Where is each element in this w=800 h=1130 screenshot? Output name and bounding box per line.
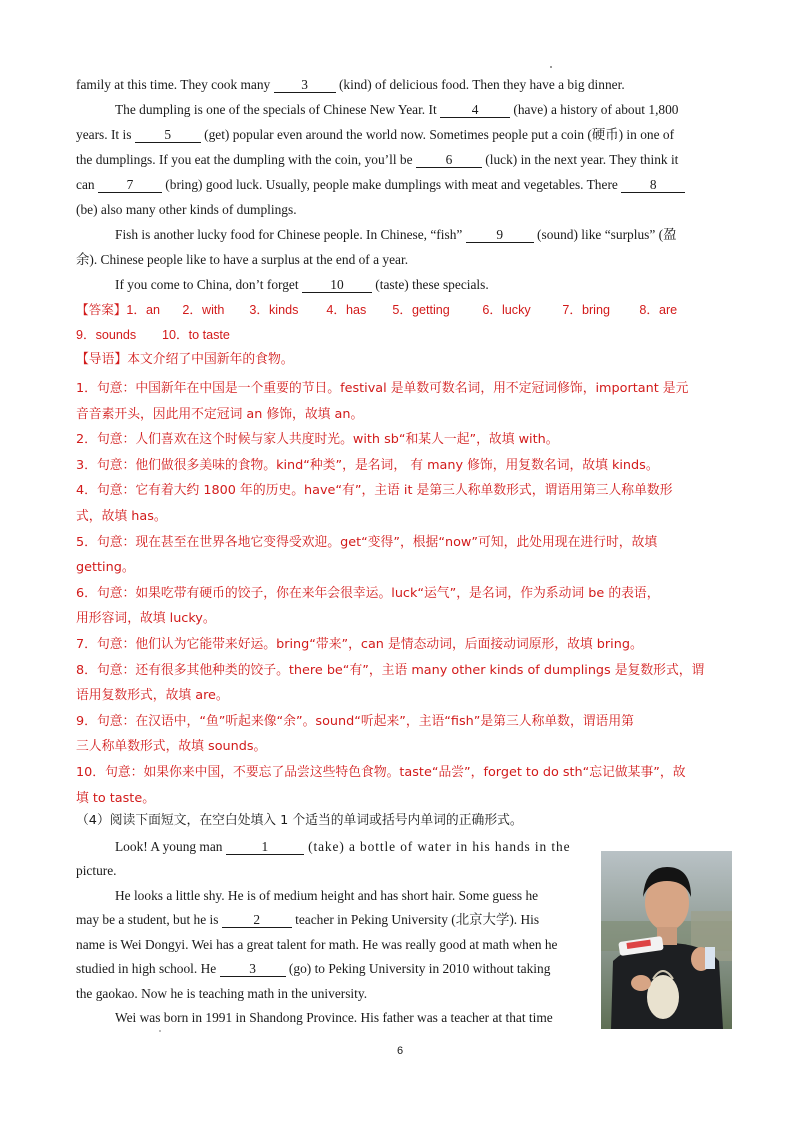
explanation-line: 5．句意：现在甚至在世界各地它变得受欢迎。get“变得”，根据“now”可知，此处用现在进行时，故填 [76,534,658,550]
passage-line: (be) also many other kinds of dumplings. [76,202,297,217]
answer-key-row [76,301,677,319]
answer-blank[interactable]: 6 [416,152,482,168]
explanation-line: 9．句意：在汉语中，“鱼”听起来像“余”。sound“听起来”，主语“fish”是第三人称单数，谓语用第 [76,713,634,729]
passage-line: Fish is another lucky food for Chinese people. In Chinese, “fish” 9 (sound) like “surplus” (盈 [115,227,677,242]
answer-blank[interactable]: 5 [135,127,201,143]
explanation-line: 10．句意：如果你来中国，不要忘了品尝这些特色食物。taste“品尝”，forget to do sth“忘记做某事”，故 [76,764,686,780]
explanations [76,376,704,811]
passage-line: The dumpling is one of the specials of Chinese New Year. It 4 (have) a history of about 1,800 [115,102,679,117]
answer-item: 10．to taste [162,328,230,342]
explanation-line: 音音素开头，因此用不定冠词 an 修饰，故填 an。 [76,406,364,422]
answer-blank[interactable]: 4 [440,102,510,118]
scan-dot [159,1030,161,1032]
passage-line: Wei was born in 1991 in Shandong Province. His father was a teacher at that time [115,1010,553,1025]
answer-label: 【答案】 [76,302,127,317]
explanation-line: 语用复数形式，故填 are。 [76,688,229,704]
answer-item: 3．kinds [249,303,299,317]
answer-key-row [76,326,230,344]
answer-blank[interactable]: 3 [220,961,286,977]
explanation-line: 填 to taste。 [76,790,155,806]
answer-item: 8．are [639,303,678,317]
passage-line: He looks a little shy. He is of medium height and has short hair. Some guess he [115,888,539,903]
answer-blank[interactable]: 9 [466,227,534,243]
explanation-line: 1．句意：中国新年在中国是一个重要的节日。festival 是单数可数名词，用不定冠词修饰，important 是元 [76,381,689,396]
passage-line: may be a student, but he is 2 teacher in Peking University (北京大学). His [76,912,540,927]
explanation-line: 用形容词，故填 lucky。 [76,611,216,627]
photo-illustration [601,851,732,1029]
explanation-line: 6．句意：如果吃带有硬币的饺子，你在来年会很幸运。luck“运气”，是名词，作为系动词 be 的表语， [76,585,660,601]
section-heading: （4）阅读下面短文，在空白处填入 1 个适当的单词或括号内单词的正确形式。 [76,813,523,828]
explanation-line: 式，故填 has。 [76,508,167,524]
passage-line: years. It is 5 (get) popular even around the world now. Sometimes people put a coin (硬币) in one of [76,127,675,142]
answer-item: 7．bring [562,303,610,317]
explanation-line: 三人称单数形式，故填 sounds。 [76,739,267,755]
explanation-line: getting。 [76,560,135,576]
passage-line: studied in high school. He 3 (go) to Peking University in 2010 without taking [76,961,551,976]
photo-young-man [601,851,732,1029]
passage-line: picture. [76,863,117,878]
passage-line: can 7 (bring) good luck. Usually, people make dumplings with meat and vegetables. There 8 [76,176,685,194]
scan-dot [550,66,552,68]
answer-blank[interactable]: 7 [98,177,162,193]
passage-line: If you come to China, don’t forget 10 (taste) these specials. [115,277,489,292]
guide-intro: 【导语】本文介绍了中国新年的食物。 [76,352,294,367]
explanation-line: 8．句意：还有很多其他种类的饺子。there be“有”，主语 many other kinds of dumplings 是复数形式，谓 [76,662,705,678]
answer-blank[interactable]: 1 [226,839,304,855]
explanation-line: 4．句意：它有着大约 1800 年的历史。have“有”，主语 it 是第三人称单数形式，谓语用第三人称单数形 [76,483,673,499]
passage-line: 余). Chinese people like to have a surplus at the end of a year. [76,252,409,267]
answer-blank[interactable]: 10 [302,277,372,293]
answer-blank[interactable]: 2 [222,912,292,928]
passage-line: name is Wei Dongyi. Wei has a great talent for math. He was really good at math when he [76,937,558,952]
passage-line: the dumplings. If you eat the dumpling with the coin, you’ll be 6 (luck) in the next year. They think it [76,152,679,167]
explanation-line: 3．句意：他们做很多美味的食物。kind“种类”，是名词， 有 many 修饰，用复数名词，故填 kinds。 [76,457,659,473]
answer-item: 5．getting [392,303,450,317]
answer-item: 9．sounds [76,328,137,342]
page-number: 6 [396,1045,404,1057]
answer-item: 1．an [126,303,160,317]
passage-line: Look! A young man 1 (take) a bottle of water in his hands in the [115,839,571,854]
passage-line: the gaokao. Now he is teaching math in the university. [76,986,368,1001]
explanation-line: 7．句意：他们认为它能带来好运。bring“带来”，can 是情态动词，后面接动词原形，故填 bring。 [76,636,643,652]
explanation-line: 2．句意：人们喜欢在这个时候与家人共度时光。with sb“和某人一起”，故填 with。 [76,432,559,448]
answer-item: 6．lucky [482,303,531,317]
passage-line: family at this time. They cook many 3 (kind) of delicious food. Then they have a big dinner. [76,77,625,92]
answer-blank[interactable]: 8 [621,177,685,193]
answer-item: 4．has [326,303,367,317]
answer-blank[interactable]: 3 [274,77,336,93]
answer-item: 2．with [182,303,225,317]
